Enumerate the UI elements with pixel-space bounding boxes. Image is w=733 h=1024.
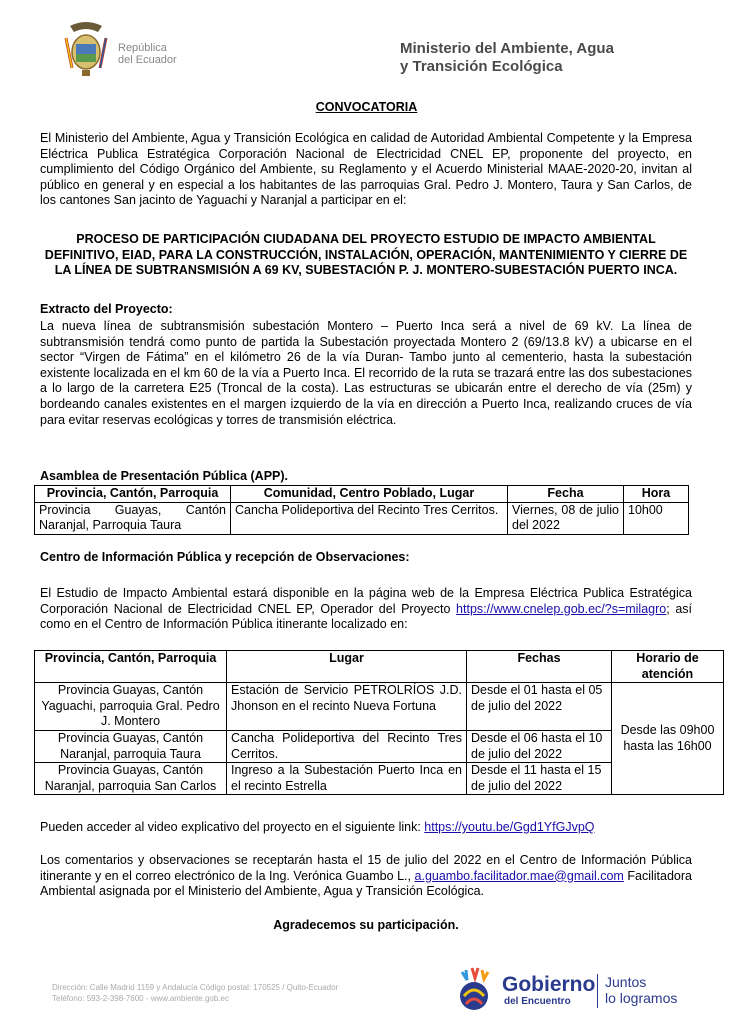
comments-text: Los comentarios y observaciones se receptarán hasta el 15 de julio del 2022 en el Centro de Información Pública itinerante y en el correo electrónico de la Ing. Verónica Guambo L., xyxy=(40,853,692,883)
table-cell: Cancha Polideportiva del Recinto Tres Cerritos. xyxy=(227,730,467,762)
republic-logo xyxy=(60,18,210,80)
table-header: Hora xyxy=(624,486,689,503)
table-header: Comunidad, Centro Poblado, Lugar xyxy=(231,486,508,503)
republic-line2: del Ecuador xyxy=(118,54,177,66)
thanks-text: Agradecemos su participación. xyxy=(273,918,459,932)
comments-text-after: Facilitadora Ambiental asignada por el Ministerio del Ambiente, Agua y Transición Ecológica. xyxy=(40,868,692,899)
extract-heading: Extracto del Proyecto: xyxy=(40,302,173,316)
ministry-line1: Ministerio del Ambiente, Agua xyxy=(400,40,614,57)
gobierno-subname: del Encuentro xyxy=(504,996,571,1007)
table-header-row xyxy=(35,651,724,683)
app-heading: Asamblea de Presentación Pública (APP). xyxy=(40,469,288,483)
slogan xyxy=(605,974,677,1006)
table-header: Lugar xyxy=(227,651,467,683)
footer-phone-line: Teléfono: 593-2-398-7600 - www.ambiente.gob.ec xyxy=(52,994,229,1003)
table-header-row xyxy=(35,486,689,503)
extract-body: La nueva línea de subtransmisión subestación Montero – Puerto Inca será a nivel de 69 kV. La línea de subtransmisión tendrá como punto de partida la Subestación proyectada Montero 2 (69/13.8 kV) a ubicarse en el sector “Virgen de Fátima” en el kilómetro 26 de la vía Duran- Tambo junto al cementerio, hasta la subestación existente localizada en el km 60 de la vía a Puerto Inca. El recorrido de la ruta se trazará entre las dos subestaciones a lo largo de la carretera E25 (Troncal de la costa). Las estructuras se ubicarán entre el derecho de vía (25m) y bordeando canales existentes en el margen izquierdo de la vía en dirección a Puerto Inca, realizando cruces de vía para evitar reservas ecológicas y torres de transmisión eléctrica. xyxy=(40,319,692,427)
table-cell: Provincia Guayas, Cantón Naranjal, Parroquia Taura xyxy=(35,502,231,534)
video-paragraph xyxy=(40,820,692,836)
footer-address-line: Dirección: Calle Madrid 1159 y Andalucía Código postal: 170525 / Quito-Ecuador xyxy=(52,983,339,992)
project-title: PROCESO DE PARTICIPACIÓN CIUDADANA DEL PROYECTO ESTUDIO DE IMPACTO AMBIENTAL DEFINITIVO, EIAD, PARA LA CONSTRUCCIÓN, INSTALACIÓN, OPERACIÓN, MANTENIMIENTO Y CIERRE DE LA LÍNEA DE SUBTRANSMISIÓN A 69 KV, SUBESTACIÓN P. J. MONTERO-SUBESTACIÓN PUERTO INCA. xyxy=(44,232,688,278)
intro-paragraph: El Ministerio del Ambiente, Agua y Transición Ecológica en calidad de Autoridad Ambiental Competente y la Empresa Eléctrica Publica Estratégica Corporación Nacional de Electricidad CNEL EP, proponente del proyecto, en cumplimiento del Código Orgánico del Ambiente, su Reglamento y el Acuerdo Ministerial MAAE-2020-20, invitan al público en general y en especial a los habitantes de las parroquias Gral. Pedro J. Montero, Taura y San Carlos, de los cantones San jacinto de Yaguachi y Naranjal a participar en el: xyxy=(40,131,692,208)
republic-name xyxy=(118,42,177,66)
coat-of-arms-icon xyxy=(60,18,112,80)
slogan-line2: lo logramos xyxy=(605,990,678,1006)
app-table xyxy=(34,485,689,535)
cip-body-text: El Estudio de Impacto Ambiental estará disponible en la página web de la Empresa Eléctrica Publica Estratégica Corporación Nacional de Electricidad CNEL EP, Operador del Proyecto xyxy=(40,586,692,616)
cnel-link[interactable]: https://www.cnelep.gob.ec/?s=milagro xyxy=(456,601,667,616)
table-cell: Viernes, 08 de julio del 2022 xyxy=(508,502,624,534)
table-row xyxy=(35,502,689,534)
table-cell: 10h00 xyxy=(624,502,689,534)
table-cell: Ingreso a la Subestación Puerto Inca en el recinto Estrella xyxy=(227,763,467,795)
table-header: Provincia, Cantón, Parroquia xyxy=(35,486,231,503)
comments-paragraph xyxy=(40,853,692,900)
cip-heading: Centro de Información Pública y recepción de Observaciones: xyxy=(40,550,410,564)
table-header: Horario de atención xyxy=(612,651,724,683)
table-cell: Desde el 11 hasta el 15 de julio del 2022 xyxy=(467,763,612,795)
cip-body xyxy=(40,586,692,633)
ministry-line2: y Transición Ecológica xyxy=(400,58,563,75)
table-header: Fecha xyxy=(508,486,624,503)
page-title: CONVOCATORIA xyxy=(315,100,418,114)
table-cell: Cancha Polideportiva del Recinto Tres Cerritos. xyxy=(231,502,508,534)
table-header: Fechas xyxy=(467,651,612,683)
gobierno-name: Gobierno xyxy=(502,973,596,996)
video-text: Pueden acceder al video explicativo del proyecto en el siguiente link: xyxy=(40,820,425,834)
gobierno-logo xyxy=(452,960,692,1020)
table-cell: Desde el 06 hasta el 10 de julio del 2022 xyxy=(467,730,612,762)
table-cell: Estación de Servicio PETROLRÍOS J.D. Jhonson en el recinto Nueva Fortuna xyxy=(227,683,467,731)
cip-table xyxy=(34,650,724,795)
video-link[interactable]: https://youtu.be/Ggd1YfGJvpQ xyxy=(424,820,595,834)
table-cell: Provincia Guayas, Cantón Naranjal, parroquia San Carlos xyxy=(35,763,227,795)
table-cell: Desde el 01 hasta el 05 de julio del 2022 xyxy=(467,683,612,731)
table-cell: Provincia Guayas, Cantón Yaguachi, parroquia Gral. Pedro J. Montero xyxy=(35,683,227,731)
gobierno-emblem-icon xyxy=(452,964,498,1016)
table-cell: Provincia Guayas, Cantón Naranjal, parroquia Taura xyxy=(35,730,227,762)
ministry-name xyxy=(400,40,614,76)
table-header: Provincia, Cantón, Parroquia xyxy=(35,651,227,683)
schedule-cell: Desde las 09h00 hasta las 16h00 xyxy=(612,683,724,795)
footer-address xyxy=(52,982,338,1004)
email-link[interactable]: a.guambo.facilitador.mae@gmail.com xyxy=(414,868,624,883)
logo-divider xyxy=(597,974,598,1008)
republic-line1: República xyxy=(118,42,167,54)
table-row xyxy=(35,683,724,731)
cip-body-text-after: ; así como en el Centro de Información Pública itinerante localizado en: xyxy=(40,601,692,632)
slogan-line1: Juntos xyxy=(605,974,647,990)
